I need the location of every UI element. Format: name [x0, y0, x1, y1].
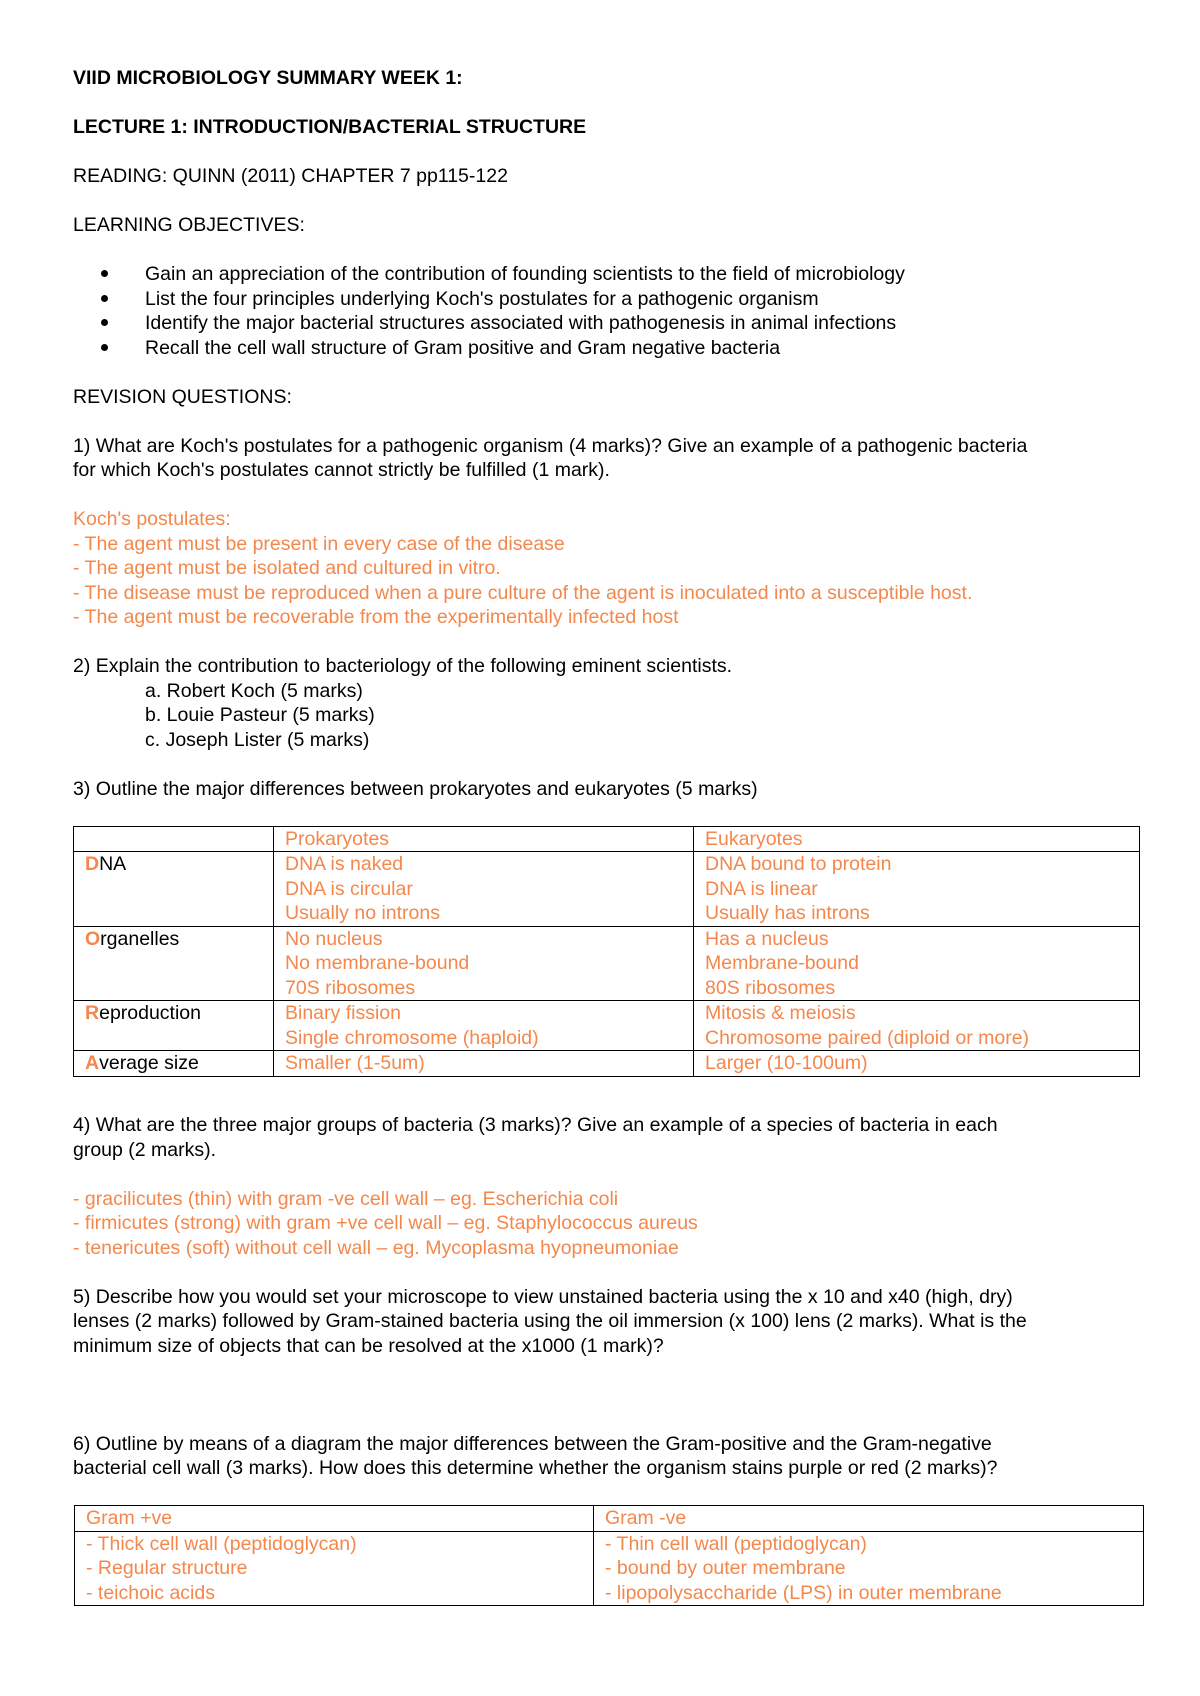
objective-item: Recall the cell wall structure of Gram positive and Gram negative bacteria: [73, 336, 1143, 361]
question-1-line-1: 1) What are Koch's postulates for a pathogenic organism (4 marks)? Give an example of a pathogenic bacteria: [73, 434, 1028, 457]
question-2-item: c. Joseph Lister (5 marks): [145, 728, 370, 751]
row-label: Organelles: [74, 926, 274, 1001]
question-2: 2) Explain the contribution to bacteriology of the following eminent scientists.: [73, 655, 733, 677]
question-5-line-2: lenses (2 marks) followed by Gram-stained bacteria using the oil immersion (x 100) lens (2 marks). What is the: [73, 1310, 1027, 1332]
question-5-line-1: 5) Describe how you would set your microscope to view unstained bacteria using the x 10 and x40 (high, dry): [73, 1285, 1013, 1308]
question-4-line-1: 4) What are the three major groups of bacteria (3 marks)? Give an example of a species of bacteria in each: [73, 1114, 998, 1136]
table-cell: Larger (10-100um): [694, 1051, 1140, 1077]
prokaryote-eukaryote-table: [73, 826, 1140, 1077]
table-header-cell: [74, 826, 274, 852]
table-cell: - Thin cell wall (peptidoglycan) - bound by outer membrane - lipopolysaccharide (LPS) in outer membrane: [594, 1531, 1144, 1606]
objectives-heading: LEARNING OBJECTIVES:: [73, 214, 305, 236]
table-header-row: [74, 826, 1140, 852]
objective-item: Identify the major bacterial structures associated with pathogenesis in animal infections: [73, 311, 1143, 336]
answer-1-item: - The disease must be reproduced when a pure culture of the agent is inoculated into a susceptible host.: [73, 581, 973, 604]
gram-stain-table: [74, 1505, 1144, 1606]
question-2-item: b. Louie Pasteur (5 marks): [145, 704, 375, 726]
table-row: [75, 1531, 1144, 1606]
answer-4-item: - gracilicutes (thin) with gram -ve cell wall – eg. Escherichia coli: [73, 1187, 619, 1210]
row-label: Reproduction: [74, 1001, 274, 1051]
answer-4-item: - firmicutes (strong) with gram +ve cell wall – eg. Staphylococcus aureus: [73, 1212, 698, 1234]
table-row: [74, 1001, 1140, 1051]
table-header-cell: Gram +ve: [75, 1506, 594, 1532]
objective-item: Gain an appreciation of the contribution of founding scientists to the field of microbiology: [73, 262, 1143, 287]
answer-1-heading: Koch's postulates:: [73, 508, 231, 530]
table-cell: No nucleus No membrane-bound 70S ribosomes: [274, 926, 694, 1001]
table-header-cell: Prokaryotes: [274, 826, 694, 852]
question-6-line-1: 6) Outline by means of a diagram the major differences between the Gram-positive and the Gram-negative: [73, 1432, 992, 1455]
reading-reference: READING: QUINN (2011) CHAPTER 7 pp115-122: [73, 165, 508, 187]
document-title: VIID MICROBIOLOGY SUMMARY WEEK 1:: [73, 67, 463, 89]
revision-heading: REVISION QUESTIONS:: [73, 385, 292, 408]
table-cell: Smaller (1-5um): [274, 1051, 694, 1077]
question-5-line-3: minimum size of objects that can be resolved at the x1000 (1 mark)?: [73, 1334, 664, 1357]
objectives-list: [73, 262, 1143, 360]
table-row: [74, 852, 1140, 927]
table-cell: Has a nucleus Membrane-bound 80S ribosomes: [694, 926, 1140, 1001]
table-row: [74, 926, 1140, 1001]
table-header-cell: Gram -ve: [594, 1506, 1144, 1532]
question-6-line-2: bacterial cell wall (3 marks). How does this determine whether the organism stains purple or red (2 marks)?: [73, 1457, 998, 1479]
answer-1-item: - The agent must be recoverable from the experimentally infected host: [73, 606, 679, 628]
table-cell: DNA is naked DNA is circular Usually no introns: [274, 852, 694, 927]
question-3: 3) Outline the major differences between prokaryotes and eukaryotes (5 marks): [73, 777, 758, 800]
question-2-item: a. Robert Koch (5 marks): [145, 679, 363, 702]
question-1-line-2: for which Koch's postulates cannot strictly be fulfilled (1 mark).: [73, 459, 610, 481]
answer-4-item: - tenericutes (soft) without cell wall – eg. Mycoplasma hyopneumoniae: [73, 1236, 679, 1259]
row-label: Average size: [74, 1051, 274, 1077]
table-cell: DNA bound to protein DNA is linear Usually has introns: [694, 852, 1140, 927]
document-page: [73, 66, 1143, 1606]
row-label: DNA: [74, 852, 274, 927]
objective-item: List the four principles underlying Koch's postulates for a pathogenic organism: [73, 287, 1143, 312]
answer-1-item: - The agent must be present in every case of the disease: [73, 532, 565, 555]
table-header-cell: Eukaryotes: [694, 826, 1140, 852]
table-cell: Binary fission Single chromosome (haploid): [274, 1001, 694, 1051]
table-header-row: [75, 1506, 1144, 1532]
question-4-line-2: group (2 marks).: [73, 1138, 217, 1161]
table-cell: - Thick cell wall (peptidoglycan) - Regular structure - teichoic acids: [75, 1531, 594, 1606]
table-cell: Mitosis & meiosis Chromosome paired (diploid or more): [694, 1001, 1140, 1051]
answer-1-item: - The agent must be isolated and cultured in vitro.: [73, 557, 501, 579]
lecture-title: LECTURE 1: INTRODUCTION/BACTERIAL STRUCTURE: [73, 116, 587, 138]
table-row: [74, 1051, 1140, 1077]
